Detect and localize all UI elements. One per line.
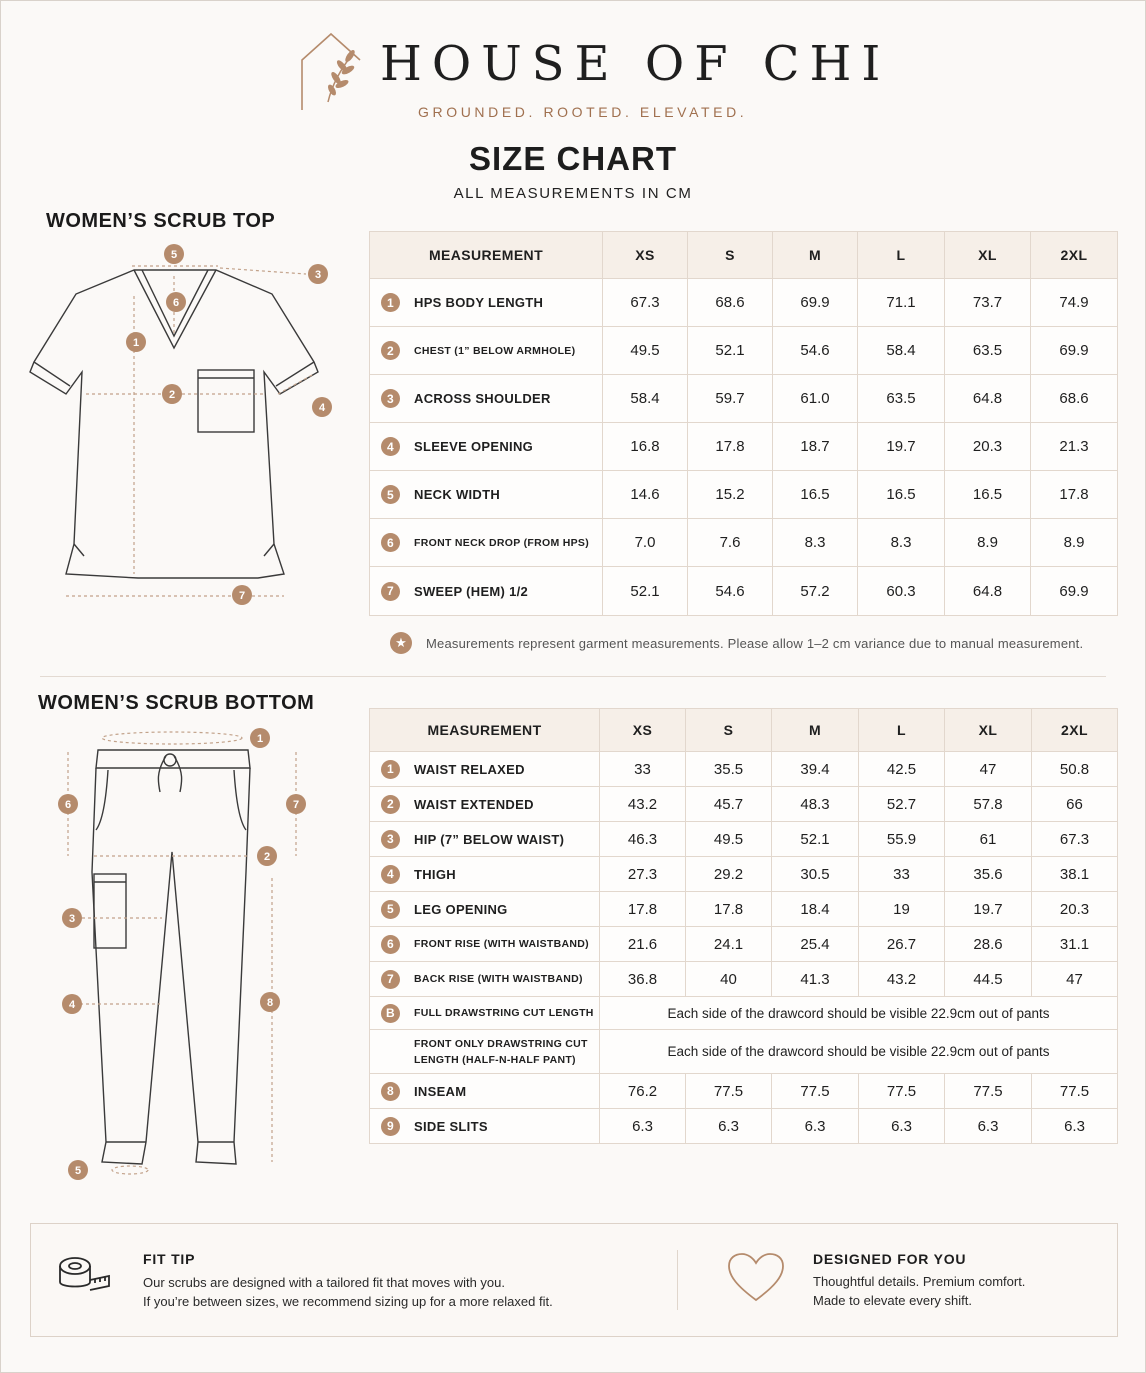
table-row	[370, 567, 1118, 616]
value-cell: 20.3	[1032, 892, 1118, 927]
house-leaf-logo-icon	[298, 30, 364, 110]
drawstring-note-cell: Each side of the drawcord should be visible 22.9cm out of pants	[600, 997, 1118, 1030]
value-cell: 17.8	[1031, 471, 1118, 519]
value-cell: 25.4	[772, 927, 859, 962]
value-cell: 77.5	[686, 1074, 772, 1109]
value-cell: 21.3	[1031, 423, 1118, 471]
value-cell: 69.9	[773, 279, 858, 327]
measurement-label: HPS BODY LENGTH	[414, 295, 544, 310]
value-cell: 66	[1032, 787, 1118, 822]
value-cell: 16.5	[945, 471, 1031, 519]
measurement-label: HIP (7” BELOW WAIST)	[414, 831, 565, 847]
value-cell: 57.2	[773, 567, 858, 616]
value-cell: 71.1	[858, 279, 945, 327]
value-cell: 21.6	[600, 927, 686, 962]
fit-tip-panel	[30, 1223, 1118, 1337]
bottom-section-title: WOMEN’S SCRUB BOTTOM	[38, 692, 315, 714]
value-cell: 58.4	[603, 375, 688, 423]
value-cell: 52.1	[603, 567, 688, 616]
fit-tip-line-2: If you’re between sizes, we recommend sizing up for a more relaxed fit.	[143, 1294, 553, 1309]
table-row	[370, 752, 1118, 787]
header-2xl: 2XL	[1031, 232, 1118, 279]
table-row	[370, 962, 1118, 997]
value-cell: 6.3	[686, 1109, 772, 1144]
value-cell: 6.3	[859, 1109, 945, 1144]
measurement-label: SIDE SLITS	[414, 1118, 488, 1134]
row-number-badge: 8	[381, 1082, 400, 1101]
value-cell: 6.3	[600, 1109, 686, 1144]
row-number-badge: 1	[381, 760, 400, 779]
header-measurement: MEASUREMENT	[370, 709, 600, 752]
table-row	[370, 927, 1118, 962]
row-number-badge: 5	[381, 485, 400, 504]
row-number-badge: 7	[381, 970, 400, 989]
page-title: SIZE CHART	[469, 140, 677, 177]
table-row	[370, 857, 1118, 892]
measurement-label	[414, 1036, 588, 1068]
value-cell: 63.5	[858, 375, 945, 423]
value-cell: 17.8	[600, 892, 686, 927]
value-cell: 76.2	[600, 1074, 686, 1109]
value-cell: 19	[859, 892, 945, 927]
table-row	[370, 1109, 1118, 1144]
value-cell: 69.9	[1031, 567, 1118, 616]
value-cell: 8.3	[773, 519, 858, 567]
svg-text:7: 7	[292, 799, 300, 811]
measurement-label: BACK RISE (WITH WAISTBAND)	[414, 973, 583, 985]
header-xl: XL	[945, 232, 1031, 279]
svg-text:4: 4	[68, 999, 76, 1011]
value-cell: 24.1	[686, 927, 772, 962]
value-cell: 26.7	[859, 927, 945, 962]
measurement-note	[390, 632, 1083, 654]
value-cell: 64.8	[945, 375, 1031, 423]
value-cell: 35.6	[945, 857, 1032, 892]
svg-text:8: 8	[266, 997, 274, 1009]
measurement-label-line-1: FRONT ONLY DRAWSTRING CUT	[414, 1037, 588, 1050]
value-cell: 31.1	[1032, 927, 1118, 962]
measurement-label: SWEEP (HEM) 1/2	[414, 583, 529, 599]
drawstring-note-cell: Each side of the drawcord should be visible 22.9cm out of pants	[600, 1030, 1118, 1074]
value-cell: 6.3	[945, 1109, 1032, 1144]
value-cell: 43.2	[859, 962, 945, 997]
value-cell: 14.6	[603, 471, 688, 519]
table-row	[370, 892, 1118, 927]
svg-text:6: 6	[172, 297, 180, 309]
bottom-size-table	[369, 708, 1118, 1144]
value-cell: 63.5	[945, 327, 1031, 375]
row-number-badge: 5	[381, 900, 400, 919]
top-section-title: WOMEN’S SCRUB TOP	[46, 210, 276, 232]
header-xs: XS	[603, 232, 688, 279]
table-row	[370, 375, 1118, 423]
value-cell: 59.7	[688, 375, 773, 423]
measurement-label: LEG OPENING	[414, 901, 508, 917]
value-cell: 16.5	[773, 471, 858, 519]
value-cell: 7.6	[688, 519, 773, 567]
value-cell: 77.5	[945, 1074, 1032, 1109]
scrub-pants-diagram	[50, 722, 330, 1184]
value-cell: 19.7	[858, 423, 945, 471]
table-row	[370, 423, 1118, 471]
value-cell: 73.7	[945, 279, 1031, 327]
value-cell: 47	[945, 752, 1032, 787]
table-row	[370, 1030, 1118, 1074]
fit-tip-line-1: Our scrubs are designed with a tailored fit that moves with you.	[143, 1275, 506, 1290]
row-number-badge: 3	[381, 389, 400, 408]
value-cell: 61	[945, 822, 1032, 857]
header-m: M	[773, 232, 858, 279]
value-cell: 58.4	[858, 327, 945, 375]
measurement-label: SLEEVE OPENING	[414, 439, 534, 454]
value-cell: 44.5	[945, 962, 1032, 997]
measurement-label: INSEAM	[414, 1083, 467, 1099]
diagram-labels	[126, 244, 332, 605]
value-cell: 41.3	[772, 962, 859, 997]
row-number-badge: 4	[381, 437, 400, 456]
value-cell: 69.9	[1031, 327, 1118, 375]
star-icon: ★	[390, 632, 412, 654]
value-cell: 35.5	[686, 752, 772, 787]
row-number-badge: 4	[381, 865, 400, 884]
row-number-badge: 2	[381, 795, 400, 814]
value-cell: 43.2	[600, 787, 686, 822]
value-cell: 28.6	[945, 927, 1032, 962]
value-cell: 54.6	[773, 327, 858, 375]
top-table-header	[370, 232, 1118, 279]
measurement-label: ACROSS SHOULDER	[414, 391, 551, 406]
svg-text:3: 3	[314, 269, 322, 281]
value-cell: 39.4	[772, 752, 859, 787]
value-cell: 18.7	[773, 423, 858, 471]
brand-tagline: GROUNDED. ROOTED. ELEVATED.	[418, 104, 748, 120]
value-cell: 20.3	[945, 423, 1031, 471]
header-l: L	[859, 709, 945, 752]
value-cell: 52.7	[859, 787, 945, 822]
value-cell: 55.9	[859, 822, 945, 857]
measurement-label: FRONT NECK DROP (FROM HPS)	[414, 536, 590, 549]
value-cell: 16.8	[603, 423, 688, 471]
value-cell: 60.3	[858, 567, 945, 616]
table-row	[370, 471, 1118, 519]
value-cell: 7.0	[603, 519, 688, 567]
row-number-badge: 3	[381, 830, 400, 849]
value-cell: 19.7	[945, 892, 1032, 927]
svg-text:1: 1	[256, 733, 264, 745]
value-cell: 61.0	[773, 375, 858, 423]
value-cell: 77.5	[859, 1074, 945, 1109]
value-cell: 40	[686, 962, 772, 997]
value-cell: 17.8	[686, 892, 772, 927]
table-row	[370, 787, 1118, 822]
page-subtitle: ALL MEASUREMENTS IN CM	[453, 185, 693, 202]
header-xl: XL	[945, 709, 1032, 752]
value-cell: 77.5	[772, 1074, 859, 1109]
row-number-badge: 6	[381, 533, 400, 552]
header-2xl: 2XL	[1032, 709, 1118, 752]
table-row	[370, 327, 1118, 375]
svg-text:5: 5	[74, 1165, 82, 1177]
value-cell: 50.8	[1032, 752, 1118, 787]
designed-line-1: Thoughtful details. Premium comfort.	[813, 1274, 1026, 1289]
value-cell: 67.3	[1032, 822, 1118, 857]
value-cell: 54.6	[688, 567, 773, 616]
svg-text:1: 1	[132, 337, 140, 349]
value-cell: 67.3	[603, 279, 688, 327]
value-cell: 49.5	[603, 327, 688, 375]
svg-text:3: 3	[68, 913, 76, 925]
value-cell: 49.5	[686, 822, 772, 857]
table-row	[370, 279, 1118, 327]
row-number-badge: 7	[381, 582, 400, 601]
svg-text:5: 5	[170, 249, 178, 261]
scrub-top-diagram	[26, 244, 340, 614]
value-cell: 45.7	[686, 787, 772, 822]
value-cell: 18.4	[772, 892, 859, 927]
value-cell: 74.9	[1031, 279, 1118, 327]
bottom-table-header	[370, 709, 1118, 752]
measurement-label: WAIST RELAXED	[414, 761, 525, 777]
value-cell: 52.1	[772, 822, 859, 857]
value-cell: 33	[859, 857, 945, 892]
value-cell: 15.2	[688, 471, 773, 519]
measurement-label-line-2: LENGTH (HALF-N-HALF PANT)	[414, 1053, 576, 1066]
value-cell: 29.2	[686, 857, 772, 892]
row-number-badge: 6	[381, 935, 400, 954]
measuring-tape-icon	[57, 1254, 113, 1300]
table-row	[370, 1074, 1118, 1109]
svg-text:2: 2	[263, 851, 271, 863]
top-size-table	[369, 231, 1118, 616]
brand-name: HOUSE OF CHI	[380, 36, 891, 92]
value-cell: 6.3	[1032, 1109, 1118, 1144]
measurement-label: WAIST EXTENDED	[414, 796, 534, 812]
table-row	[370, 997, 1118, 1030]
header-xs: XS	[600, 709, 686, 752]
measurement-label: CHEST (1” BELOW ARMHOLE)	[414, 344, 576, 357]
value-cell: 27.3	[600, 857, 686, 892]
header-s: S	[688, 232, 773, 279]
svg-text:4: 4	[318, 402, 326, 414]
measurement-label: FRONT RISE (WITH WAISTBAND)	[414, 938, 589, 950]
note-text: Measurements represent garment measurements. Please allow 1–2 cm variance due to manual measurement.	[426, 635, 1084, 651]
row-number-badge: B	[381, 1004, 400, 1023]
value-cell: 30.5	[772, 857, 859, 892]
value-cell: 33	[600, 752, 686, 787]
value-cell: 57.8	[945, 787, 1032, 822]
heart-icon	[727, 1252, 785, 1304]
value-cell: 17.8	[688, 423, 773, 471]
value-cell: 68.6	[688, 279, 773, 327]
value-cell: 16.5	[858, 471, 945, 519]
svg-text:7: 7	[238, 590, 246, 602]
designed-heading: DESIGNED FOR YOU	[813, 1251, 967, 1267]
value-cell: 8.9	[945, 519, 1031, 567]
row-number-badge: 9	[381, 1117, 400, 1136]
value-cell: 47	[1032, 962, 1118, 997]
table-row	[370, 519, 1118, 567]
row-number-badge: 1	[381, 293, 400, 312]
value-cell: 8.3	[858, 519, 945, 567]
row-number-badge: 2	[381, 341, 400, 360]
value-cell: 48.3	[772, 787, 859, 822]
header-m: M	[772, 709, 859, 752]
svg-text:2: 2	[168, 389, 176, 401]
section-divider	[40, 676, 1106, 677]
value-cell: 38.1	[1032, 857, 1118, 892]
table-row	[370, 822, 1118, 857]
value-cell: 36.8	[600, 962, 686, 997]
value-cell: 68.6	[1031, 375, 1118, 423]
measurement-label: THIGH	[414, 866, 456, 882]
measurement-label: NECK WIDTH	[414, 487, 501, 502]
value-cell: 64.8	[945, 567, 1031, 616]
svg-text:6: 6	[64, 799, 72, 811]
designed-line-2: Made to elevate every shift.	[813, 1293, 972, 1308]
value-cell: 6.3	[772, 1109, 859, 1144]
value-cell: 46.3	[600, 822, 686, 857]
value-cell: 8.9	[1031, 519, 1118, 567]
header-s: S	[686, 709, 772, 752]
measurement-label: FULL DRAWSTRING CUT LENGTH	[414, 1007, 594, 1019]
fit-box-divider	[677, 1250, 678, 1310]
value-cell: 42.5	[859, 752, 945, 787]
value-cell: 77.5	[1032, 1074, 1118, 1109]
header-measurement: MEASUREMENT	[370, 232, 603, 279]
value-cell: 52.1	[688, 327, 773, 375]
fit-tip-heading: FIT TIP	[143, 1251, 196, 1267]
header-l: L	[858, 232, 945, 279]
